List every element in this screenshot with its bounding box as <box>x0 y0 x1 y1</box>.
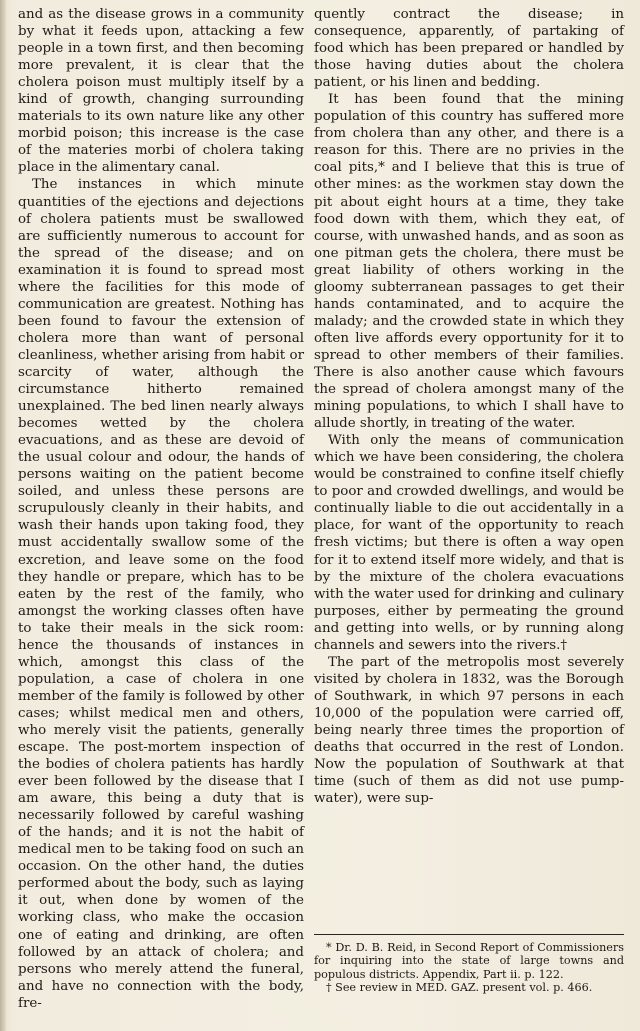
paragraph: It has been found that the mining population of this country has suffered more from cholera than any other, and there is a reason for this. There are no privies in the coal pits,* and I believe that this is true of other mines: as the workmen stay down the pit about eight hours at a time, they take food down with them, which they eat, of course, with unwashed hands, and as soon as one pitman gets the cholera, there must be great liability of others working in the gloomy subterranean passages to get their hands contaminated, and to acquire the malady; and the crowded state in which they often live affords every opportunity for it to spread to other members of their families. There is also another cause which favours the spread of cholera amongst many of the mining populations, to which I shall have to allude shortly, in treating of the water. <box>314 92 624 432</box>
footnotes <box>314 934 624 995</box>
page-spine-shadow <box>0 0 6 1031</box>
footnote: * Dr. D. B. Reid, in Second Report of Commissioners for inquiring into the state of large towns and populous districts. Appendix, Part ii. p. 122. <box>314 941 624 981</box>
paragraph: and as the disease grows in a community by what it feeds upon, attacking a few people in a town first, and then becoming more prevalent, it is clear that the cholera poison must multiply itself by a kind of growth, changing surrounding materials to its own nature like any other morbid poison; this increase is the case of the materies morbi of cholera taking place in the alimentary canal. <box>18 7 304 176</box>
right-column <box>314 6 624 807</box>
paragraph: With only the means of communication which we have been considering, the cholera would be constrained to confine itself chiefly to poor and crowded dwellings, and would be continually liable to die out accidentally in a place, for want of the opportunity to reach fresh victims; but there is often a way open for it to extend itself more widely, and that is by the mixture of the cholera evacuations with the water used for drinking and culinary purposes, either by permeating the ground and getting into wells, or by running along channels and sewers into the rivers.† <box>314 433 624 653</box>
paragraph: The instances in which minute quantities of the ejections and dejections of cholera patients must be swallowed are sufficiently numerous to account for the spread of the disease; and on examination it is found to spread most where the facilities for this mode of communication are greatest. Nothing has been found to favour the extension of cholera more than want of personal cleanliness, whether arising from habit or scarcity of water, although the circumstance hitherto remained unexplained. The bed linen nearly always becomes wetted by the cholera evacuations, and as these are devoid of the usual colour and odour, the hands of persons waiting on the patient become soiled, and unless these persons are scrupulously cleanly in their habits, and wash their hands upon taking food, they must accidentally swallow some of the excretion, and leave some on the food they handle or prepare, which has to be eaten by the rest of the family, who amongst the working classes often have to take their meals in the sick room: hence the thousands of instances in which, amongst this class of the population, a case of cholera in one member of the family is followed by other cases; whilst medical men and others, who merely visit the patients, generally escape. The post-mortem inspection of the bodies of cholera patients has hardly ever been followed by the disease that I am aware, this being a duty that is necessarily followed by careful washing of the hands; and it is not the habit of medical men to be taking food on such an occasion. On the other hand, the duties performed about the body, such as laying it out, when done by women of the working class, who make the occasion one of eating and drinking, are often followed by an attack of cholera; and persons who merely attend the funeral, and have no connection with the body, fre- <box>18 177 304 1011</box>
left-column <box>18 6 304 1012</box>
footnote: † See review in MED. GAZ. present vol. p. 466. <box>326 981 593 995</box>
paragraph: The part of the metropolis most severely visited by cholera in 1832, was the Borough of Southwark, in which 97 persons in each 10,000 of the population were carried off, being nearly three times the proportion of deaths that occurred in the rest of London. Now the population of Southwark at that time (such of them as did not use pump-water), were sup- <box>314 654 624 807</box>
paragraph: quently contract the disease; in consequence, apparently, of partaking of food which has been prepared or handled by those having duties about the cholera patient, or his linen and bedding. <box>314 7 624 91</box>
